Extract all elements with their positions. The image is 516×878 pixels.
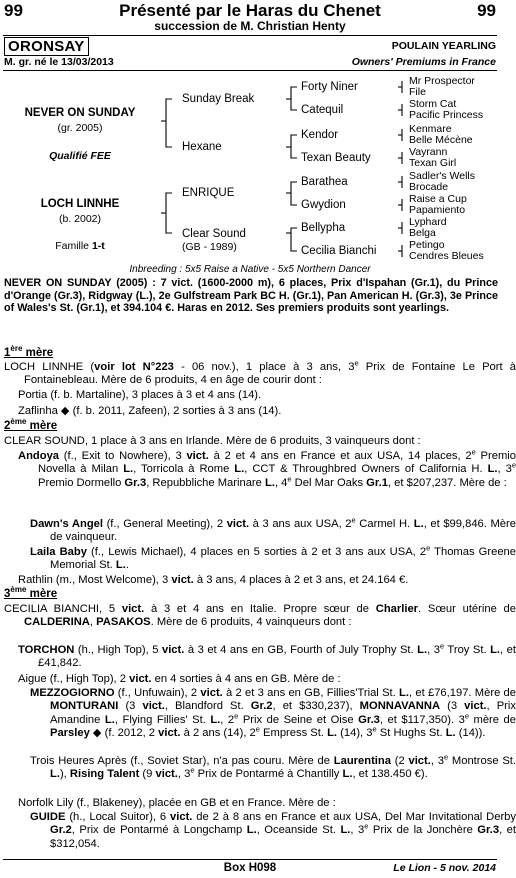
gen4-4: Pacific Princess xyxy=(409,109,484,121)
section-second-dam: 2ème mère xyxy=(4,417,58,432)
first-dam-produce-2: Zaflinha ◆ (f. b. 2011, Zafeen), 2 sorties à 3 ans (14). xyxy=(18,405,282,417)
horse-type: POULAIN YEARLING xyxy=(391,40,496,52)
gen4-15: Petingo xyxy=(409,239,445,251)
section-third-dam: 3ème mère xyxy=(4,585,58,600)
horse-birth: M. gr. né le 13/03/2013 xyxy=(4,56,114,68)
gen4-6: Belle Mécène xyxy=(409,134,473,146)
sire-name: NEVER ON SUNDAY xyxy=(24,107,136,119)
third-dam-entry: CECILIA BIANCHI, 5 vict. à 3 et 4 ans en Italie. Propre sœur de Charlier. Sœur utérine de CALDERINA, PASAKOS. Mère de 6 produits, 4 vainqueurs dont : xyxy=(4,603,516,629)
gen4-10: Brocade xyxy=(409,181,449,193)
dam-year: (b. 2002) xyxy=(58,213,102,225)
gen3-5: Barathea xyxy=(301,176,348,188)
first-dam-produce-1: Portia (f. b. Martaline), 3 places à 3 et 4 ans (14). xyxy=(18,389,262,401)
third-dam-grandproduce-2: Trois Heures Après (f., Soviet Star), n'a pas couru. Mère de Laurentina (2 vict., 3e Montrose St. L.), Rising Talent (9 vict., 3e Prix de Pontarmé à Chantilly L., et 138.450 €). xyxy=(30,752,516,781)
lot-number-left: 99 xyxy=(4,1,23,20)
second-dam-grandproduce-1: Dawn's Angel (f., General Meeting), 2 vict. à 3 ans aux USA, 2e Carmel H. L., et $99,846. Mère de vainqueur. xyxy=(30,515,516,544)
gen4-1: Mr Prospector xyxy=(409,75,475,87)
gen4-16: Cendres Bleues xyxy=(409,250,484,262)
third-dam-produce-3: Norfolk Lily (f., Blakeney), placée en GB et en France. Mère de : xyxy=(18,797,336,809)
gen4-9: Sadler's Wells xyxy=(409,170,475,182)
gen3-6: Gwydion xyxy=(301,199,346,211)
dam-name: LOCH LINNHE xyxy=(40,198,120,210)
consignor-title: Présenté par le Haras du Chenet xyxy=(119,1,381,20)
sire-year: (gr. 2005) xyxy=(57,122,103,134)
gen3-1: Forty Niner xyxy=(301,81,358,93)
gen3-7: Bellypha xyxy=(301,222,346,234)
sire-qualification: Qualifié FEE xyxy=(49,150,111,162)
gen4-11: Raise a Cup xyxy=(409,193,467,205)
footer-rule xyxy=(3,859,497,860)
gen2-sire-dam: Hexane xyxy=(182,141,222,153)
box-number: Box H098 xyxy=(223,862,277,874)
owners-premiums: Owners' Premiums in France xyxy=(351,56,496,68)
lot-number-right: 99 xyxy=(477,1,496,20)
second-dam-produce-2: Rathlin (m., Most Welcome), 3 vict. à 3 ans, 4 places à 2 et 3 ans, et 24.164 €. xyxy=(18,574,409,586)
gen4-13: Lyphard xyxy=(409,216,447,228)
section-first-dam: 1ère mère xyxy=(4,344,54,359)
gen3-3: Kendor xyxy=(301,129,339,141)
gen4-8: Texan Girl xyxy=(409,157,457,169)
consignor-subtitle: succession de M. Christian Henty xyxy=(154,19,346,33)
third-dam-produce-1: TORCHON (h., High Top), 5 vict. à 3 et 4 ans en GB, Fourth of July Trophy St. L., 3e Troy St. L., et £41,842. xyxy=(18,641,516,670)
gen3-2: Catequil xyxy=(301,104,344,116)
gen4-3: Storm Cat xyxy=(409,98,457,110)
third-dam-produce-2: Aigue (f., High Top), 2 vict. en 4 sorties à 4 ans en GB. Mère de : xyxy=(18,673,341,685)
gen2-sire-sire: Sunday Break xyxy=(182,93,255,105)
sire-record: NEVER ON SUNDAY (2005) : 7 vict. (1600-2000 m), 6 places, Prix d'Ispahan (Gr.1), du Prince d'Orange (Gr.3), Ridgway (L.), 2e Gulfstream Park BC H. (Gr.1), Pan American H. (Gr.3), 3e Prince of Wales's St. (Gr.1), et 394.104 €. Haras en 2012. Ses premiers produits sont yearlings. xyxy=(4,277,498,314)
first-dam-entry: LOCH LINNHE (voir lot N°223 - 06 nov.), 1 place à 3 ans, 3e Prix de Fontaine Le Port à Fontainebleau. Mère de 6 produits, 4 en âge de courir dont : xyxy=(4,358,516,387)
dam-family: Famille 1-t xyxy=(55,240,105,252)
second-dam-produce-1: Andoya (f., Exit to Nowhere), 3 vict. à 2 et 4 ans en France et aux USA, 14 places, 2e Premio Novella à Milan L., Torricola à Rome L., CCT & Throughbred Owners of California H. L., 3e Premio Dormello Gr.3, Repubbliche Marinare L., 4e Del Mar Oaks Gr.1, et $207,237. Mère de : xyxy=(18,447,516,489)
horse-name: ORONSAY xyxy=(4,38,89,55)
sale-info: Le Lion - 5 nov. 2014 xyxy=(393,862,496,874)
gen3-8: Cecilia Bianchi xyxy=(301,245,377,257)
gen4-5: Kenmare xyxy=(409,123,452,135)
gen4-2: File xyxy=(409,86,426,98)
inbreeding-note: Inbreeding : 5x5 Raise a Native - 5x5 Northern Dancer xyxy=(129,264,371,275)
gen4-7: Vayrann xyxy=(409,146,448,158)
gen3-4: Texan Beauty xyxy=(301,152,371,164)
gen2-dam-sire: ENRIQUE xyxy=(182,187,235,199)
second-dam-entry: CLEAR SOUND, 1 place à 3 ans en Irlande. Mère de 6 produits, 3 vainqueurs dont : xyxy=(4,435,421,447)
third-dam-grandproduce-3: GUIDE (h., Local Suitor), 6 vict. de 2 à 8 ans en France et aux USA, Del Mar Invitational Derby Gr.2, Prix de Pontarmé à Longchamp L., Oceanside St. L., 3e Prix de la Jonchère Gr.3, et $312,054. xyxy=(30,811,516,850)
third-dam-grandproduce-1: MEZZOGIORNO (f., Unfuwain), 2 vict. à 2 et 3 ans en GB, Fillies'Trial St. L., et £76,197. Mère de MONTURANI (3 vict., Blandford St. Gr.2, et $330,237), MONNAVANNA (3 vict., Prix Amandine L., Flying Fillies' St. L., 2e Prix de Seine et Oise Gr.3, et $117,350). 3e mère de Parsley ◆ (f. 2012, 2 vict. à 2 ans (14), 2e Empress St. L. (14), 3e St Hughs St. L. (14)). xyxy=(30,687,516,740)
gen4-12: Papamiento xyxy=(409,204,466,216)
second-dam-grandproduce-2: Laila Baby (f., Lewis Michael), 4 places en 5 sorties à 2 et 3 ans aux USA, 2e Thomas Greene Memorial St. L.. xyxy=(30,543,516,572)
gen2-dam-dam-origin: (GB - 1989) xyxy=(182,241,237,253)
gen2-dam-dam: Clear Sound xyxy=(182,228,246,240)
gen4-14: Belga xyxy=(409,227,436,239)
